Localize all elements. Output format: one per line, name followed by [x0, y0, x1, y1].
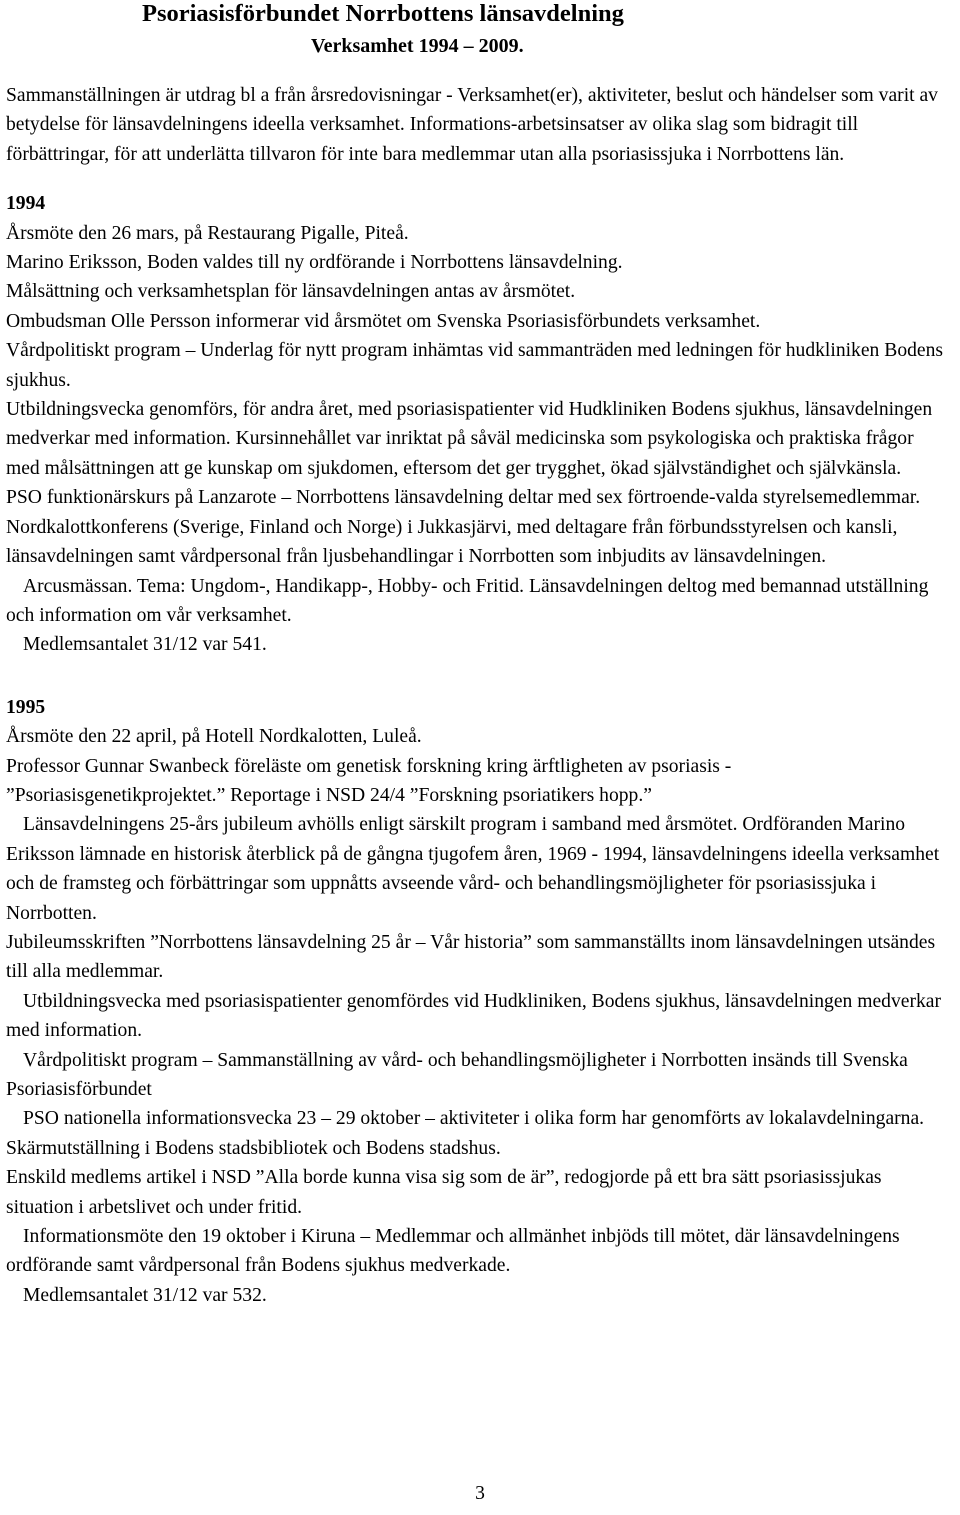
intro-paragraph: Sammanställningen är utdrag bl a från årsredovisningar - Verksamhet(er), aktiviteter, beslut och händelser som varit av betydelse för länsavdelningens ideella verksamhet. Informations-arbetsinsatser av olika slag som bidragit till förbättringar, för att underlätta tillvaron för inte bara medlemmar utan alla psoriasissjuka i Norrbottens län.: [6, 85, 938, 165]
paragraph: Målsättning och verksamhetsplan för länsavdelningen antas av årsmötet.: [6, 281, 576, 303]
paragraph: Enskild medlems artikel i NSD ”Alla borde kunna visa sig som de är”, redogjorde på ett bra sätt psoriasissjukas situation i arbetslivet och under fritid.: [6, 1167, 882, 1218]
paragraph: Nordkalottkonferens (Sverige, Finland och Norge) i Jukkasjärvi, med deltagare från förbundsstyrelsen och kansli, länsavdelningen samt vårdpersonal från ljusbehandlingar i Norrbotten som inbjudits av länsavdelningen.: [6, 516, 898, 568]
paragraph: Årsmöte den 22 april, på Hotell Nordkalotten, Luleå.: [6, 726, 422, 748]
document-subtitle: Verksamhet 1994 – 2009.: [311, 35, 524, 57]
section-year: 1994: [6, 193, 46, 215]
paragraph: Informationsmöte den 19 oktober i Kiruna – Medlemmar och allmänhet inbjöds till mötet, där länsavdelningens ordförande samt vårdpersonal från Bodens sjukhus medverkade.: [6, 1226, 900, 1277]
paragraph: Ombudsman Olle Persson informerar vid årsmötet om Svenska Psoriasisförbundets verksamhet.: [6, 310, 761, 332]
paragraph: Vårdpolitiskt program – Sammanställning av vård- och behandlingsmöjligheter i Norrbotten insänds till Svenska Psoriasisförbundet: [6, 1049, 908, 1100]
document-page: [6, 0, 952, 1310]
paragraph: Årsmöte den 26 mars, på Restaurang Pigalle, Piteå.: [6, 222, 409, 244]
paragraph: PSO funktionärskurs på Lanzarote – Norrbottens länsavdelning deltar med sex förtroende-valda styrelsemedlemmar.: [6, 487, 921, 509]
paragraph: Vårdpolitiskt program – Underlag för nytt program inhämtas vid sammanträden med ledningen för hudkliniken Bodens sjukhus.: [6, 340, 944, 391]
paragraph: Medlemsantalet 31/12 var 532.: [23, 1284, 267, 1306]
section-1994: [6, 189, 952, 660]
page-number: 3: [475, 1483, 485, 1504]
section-1995: [6, 693, 952, 1311]
paragraph: Marino Eriksson, Boden valdes till ny ordförande i Norrbottens länsavdelning.: [6, 252, 623, 274]
paragraph: Utbildningsvecka genomförs, för andra året, med psoriasispatienter vid Hudkliniken Bodens sjukhus, länsavdelningen medverkar med information. Kursinnehållet var inriktat på såväl medicinska som psykologiska och praktiska frågor med målsättningen att ge kunskap om sjukdomen, eftersom det ger trygghet, ökad självständighet och självkänsla.: [6, 399, 933, 479]
paragraph: Arcusmässan. Tema: Ungdom-, Handikapp-, Hobby- och Fritid. Länsavdelningen deltog med bemannad utställning och information om vår verksamhet.: [6, 575, 929, 626]
paragraph: Länsavdelningens 25-års jubileum avhölls enligt särskilt program i samband med årsmötet. Ordföranden Marino Eriksson lämnade en historisk återblick på de gångna tjugofem åren, 1969 - 1994, länsavdelningens ideella verksamhet och de framsteg och förbättringar som uppnåtts avseende vård- och behandlingsmöjligheter för psoriasissjuka i Norrbotten.: [6, 814, 940, 924]
paragraph: Medlemsantalet 31/12 var 541.: [23, 634, 267, 656]
paragraph: PSO nationella informationsvecka 23 – 29 oktober – aktiviteter i olika form har genomförts av lokalavdelningarna. Skärmutställning i Bodens stadsbibliotek och Bodens stadshus.: [6, 1108, 925, 1159]
paragraph: Professor Gunnar Swanbeck föreläste om genetisk forskning kring ärftligheten av psoriasis - ”Psoriasisgenetikprojektet.” Reportage i NSD 24/4 ”Forskning psoriatikers hopp.”: [6, 755, 732, 806]
document-title: Psoriasisförbundet Norrbottens länsavdelning: [142, 0, 624, 27]
paragraph: Jubileumsskriften ”Norrbottens länsavdelning 25 år – Vår historia” som sammanställts inom länsavdelningen utsändes till alla medlemmar.: [6, 931, 936, 983]
section-year: 1995: [6, 696, 46, 718]
paragraph: Utbildningsvecka med psoriasispatienter genomfördes vid Hudkliniken, Bodens sjukhus, länsavdelningen medverkar med information.: [6, 990, 941, 1042]
